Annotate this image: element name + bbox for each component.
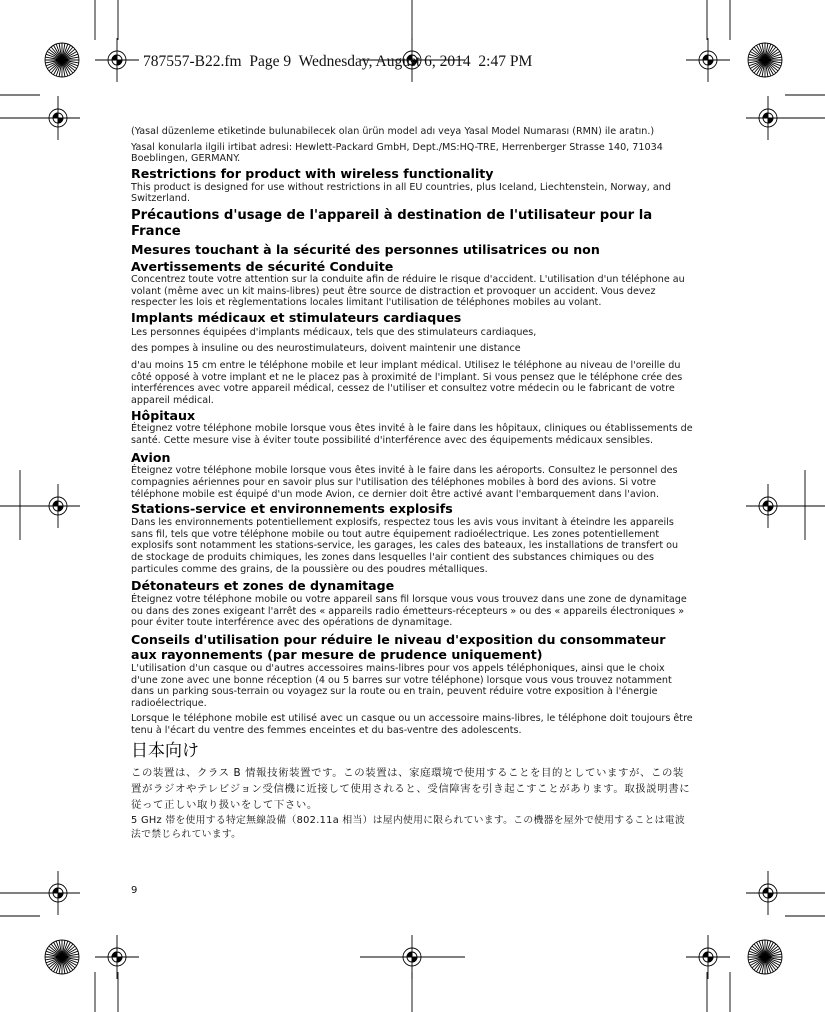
hospitals-heading: Hôpitaux xyxy=(131,407,196,423)
detonators-heading: Détonateurs et zones de dynamitage xyxy=(131,578,395,594)
implants-line-1: Les personnes équipées d'implants médicaux, tels que des stimulateurs cardiaques, xyxy=(131,326,537,338)
detonators-body: Éteignez votre téléphone mobile ou votre appareil sans fil lorsque vous vous trouvez dans une zone de dynamitage ou dans des zones exigeant l'arrêt des « appareils radio émetteurs-récepteurs » ou des « appareils électroniques » pour éviter toute interférence avec des opérations de dynamitage. xyxy=(131,593,687,629)
japan-body-2: 5 GHz 帯を使用する特定無線設備（802.11a 相当）は屋内使用に限られています。この機器を屋外で使用することは電波法で禁じられています。 xyxy=(131,815,685,841)
driving-body: Concentrez toute votre attention sur la conduite afin de réduire le risque d'accident. L'utilisation d'un téléphone au volant (même avec un kit mains-libres) peut être source de distraction et provoquer un accident. Vous devez respecter les lois et règlementations locales limitant l'utilisation de téléphones mobiles au volant. xyxy=(131,274,685,309)
exposure-body-1: L'utilisation d'un casque ou d'autres accessoires mains-libres pour vos appels téléphoniques, ainsi que le choix d'une zone avec une bonne réception (4 ou 5 barres sur votre téléphone) lorsque vous vous trouvez notamment dans un parking sous-terrain ou voyagez sur la route ou en train, peuvent réduire votre exposition à l'énergie radioélectrique. xyxy=(131,662,672,710)
driving-heading: Avertissements de sécurité Conduite xyxy=(131,258,394,274)
regulatory-content xyxy=(131,126,693,842)
turkish-line-2: Yasal konularla ilgili irtibat adresi: Hewlett-Packard GmbH, Dept./MS:HQ-TRE, Herrenberger Strasse 140, 71034 Boeblingen, GERMANY. xyxy=(131,141,663,165)
stations-heading: Stations-service et environnements explosifs xyxy=(131,501,453,517)
page-number: 9 xyxy=(131,885,138,896)
turkish-line-1: (Yasal düzenleme etiketinde bulunabilecek olan ürün model adı veya Yasal Model Numarası (RMN) ile aratın.) xyxy=(131,126,655,137)
restrictions-heading: Restrictions for product with wireless functionality xyxy=(131,166,494,182)
implants-line-2: des pompes à insuline ou des neurostimulateurs, doivent maintenir une distance xyxy=(131,343,521,355)
implants-heading: Implants médicaux et stimulateurs cardiaques xyxy=(131,310,462,326)
japan-body-1: この装置は、クラス B 情報技術装置です。この装置は、家庭環境で使用することを目的としていますが、この装置がラジオやテレビジョン受信機に近接して使用されると、受信障害を引き起こすことがあります。取扱説明書に従って正しい取り扱いをして下さい。 xyxy=(131,767,691,812)
exposure-body-2: Lorsque le téléphone mobile est utilisé avec un casque ou un accessoire mains-libres, le téléphone doit toujours être tenu à l'écart du ventre des femmes enceintes et du bas-ventre des adolescents. xyxy=(131,712,693,736)
japan-heading: 日本向け xyxy=(131,741,199,762)
plane-body: Éteignez votre téléphone mobile lorsque vous êtes invité à le faire dans les aéroports. Consultez le personnel des compagnies aériennes pour en savoir plus sur l'utilisation des téléphones mobiles à bord des avions. Si votre téléphone mobile est équipé d'un mode Avion, ce dernier doit être activé avant l'embarquement dans l'avion. xyxy=(131,465,678,500)
implants-body: d'au moins 15 cm entre le téléphone mobile et leur implant médical. Utilisez le téléphone au niveau de l'oreille du côté opposé à votre implant et ne le placez pas à proximité de l'implant. Si vous pensez que le téléphone crée des interférences avec votre appareil médical, cessez de l'utiliser et consultez votre médecin ou le fabricant de votre appareil médical. xyxy=(131,360,683,407)
file-slug-header: 787557-B22.fm Page 9 Wednesday, August 6, 2014 2:47 PM xyxy=(143,53,533,70)
stations-body: Dans les environnements potentiellement explosifs, respectez tous les avis vous invitant à éteindre les appareils sans fil, tels que votre téléphone mobile ou tout autre équipement radioélectrique. Les zones potentiellement explosifs sont notamment les stations-service, les garages, les cales des bateaux, les installations de transfert ou de stockage de produits chimiques, les zones dans lesquelles l'air contient des substances chimiques ou des particules comme des grains, de la poussière ou des poudres métalliques. xyxy=(131,516,679,575)
plane-heading: Avion xyxy=(131,449,171,465)
restrictions-body: This product is designed for use without restrictions in all EU countries, plus Iceland, Liechtenstein, Norway, and Switzerland. xyxy=(131,181,671,205)
france-subheading-safety: Mesures touchant à la sécurité des personnes utilisatrices ou non xyxy=(131,242,600,258)
france-heading: Précautions d'usage de l'appareil à destination de l'utilisateur pour la France xyxy=(131,208,653,240)
hospitals-body: Éteignez votre téléphone mobile lorsque vous êtes invité à le faire dans les hôpitaux, cliniques ou établissements de santé. Cette mesure vise à éviter toute possibilité d'interférence avec des équipements médicaux sensibles. xyxy=(131,423,693,447)
exposure-heading: Conseils d'utilisation pour réduire le niveau d'exposition du consommateur aux rayonnements (par mesure de prudence uniquement) xyxy=(131,631,666,663)
